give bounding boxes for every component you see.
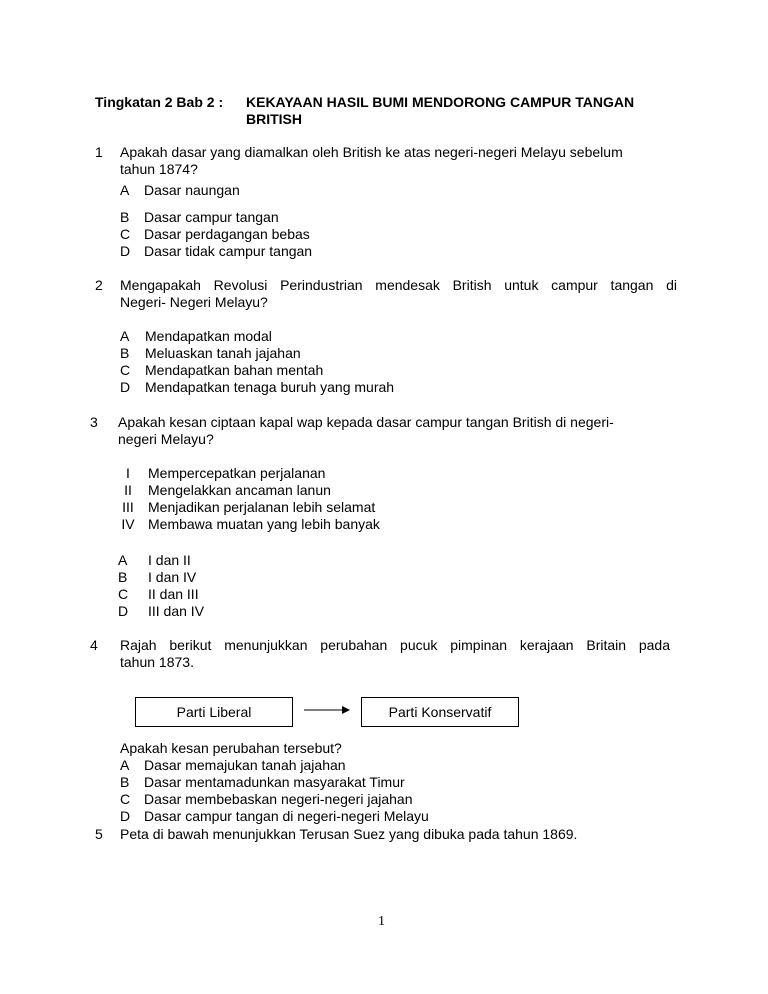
q4-option-d-letter: D xyxy=(120,808,131,824)
q3-option-b-text: I dan IV xyxy=(148,569,197,585)
chapter-label: Tingkatan 2 Bab 2 : xyxy=(95,94,224,110)
q5-stem-line-1: Peta di bawah menunjukkan Terusan Suez yang dibuka pada tahun 1869. xyxy=(120,826,578,842)
q4-option-a-letter: A xyxy=(120,757,130,773)
q2-stem-line-1: Mengapakah Revolusi Perindustrian mendesak British untuk campur tangan di xyxy=(120,277,677,293)
q1-option-a-text: Dasar naungan xyxy=(144,182,240,198)
q3-statement-4-roman: IV xyxy=(121,516,135,532)
q1-option-d-text: Dasar tidak campur tangan xyxy=(144,243,313,259)
q1-option-c-text: Dasar perdagangan bebas xyxy=(144,226,310,242)
q1-option-d-letter: D xyxy=(120,243,131,259)
diagram-arrow xyxy=(304,704,350,716)
q3-statement-3-text: Menjadikan perjalanan lebih selamat xyxy=(148,499,376,515)
diagram-from-label: Parti Liberal xyxy=(176,703,252,720)
q3-option-d-text: III dan IV xyxy=(148,603,205,619)
q3-statement-1-text: Mempercepatkan perjalanan xyxy=(148,465,326,481)
q4-option-b-text: Dasar mentamadunkan masyarakat Timur xyxy=(144,774,405,790)
q3-stem-line-1: Apakah kesan ciptaan kapal wap kepada dasar campur tangan British di negeri- xyxy=(118,414,614,430)
q3-statement-4-text: Membawa muatan yang lebih banyak xyxy=(148,516,380,532)
q3-option-c-letter: C xyxy=(118,586,129,602)
page-number: 1 xyxy=(378,914,385,929)
q2-stem-line-2: Negeri- Negeri Melayu? xyxy=(120,294,268,310)
q3-statement-3-roman: III xyxy=(122,499,134,515)
q3-option-a-letter: A xyxy=(118,552,128,568)
q3-option-b-letter: B xyxy=(118,569,128,585)
q2-option-d-letter: D xyxy=(120,379,131,395)
q4-option-d-text: Dasar campur tangan di negeri-negeri Melayu xyxy=(144,808,429,824)
q1-option-a-letter: A xyxy=(120,182,130,198)
q2-option-a-text: Mendapatkan modal xyxy=(145,328,272,344)
q4-option-a-text: Dasar memajukan tanah jajahan xyxy=(144,757,346,773)
q3-option-a-text: I dan II xyxy=(148,552,191,568)
q4-option-b-letter: B xyxy=(120,774,130,790)
q2-number: 2 xyxy=(95,277,103,293)
q2-option-a-letter: A xyxy=(120,328,130,344)
q1-option-b-text: Dasar campur tangan xyxy=(144,209,279,225)
q5-number: 5 xyxy=(95,826,103,842)
diagram-to-label: Parti Konservatif xyxy=(388,703,492,720)
q2-option-d-text: Mendapatkan tenaga buruh yang murah xyxy=(145,379,395,395)
q3-option-d-letter: D xyxy=(118,603,129,619)
q4-option-c-letter: C xyxy=(120,791,131,807)
q2-option-c-letter: C xyxy=(120,362,131,378)
q3-option-c-text: II dan III xyxy=(148,586,199,602)
q3-statement-1-roman: I xyxy=(126,465,130,481)
q1-option-b-letter: B xyxy=(120,209,130,225)
chapter-title-line-2: BRITISH xyxy=(246,111,302,127)
q4-number: 4 xyxy=(90,637,98,653)
q2-option-b-letter: B xyxy=(120,345,130,361)
q1-number: 1 xyxy=(95,144,103,160)
q4-stem-line-1: Rajah berikut menunjukkan perubahan pucuk pimpinan kerajaan Britain pada xyxy=(120,637,670,653)
q1-option-c-letter: C xyxy=(120,226,131,242)
q4-question: Apakah kesan perubahan tersebut? xyxy=(120,740,342,756)
q4-stem-line-2: tahun 1873. xyxy=(120,654,194,670)
q3-number: 3 xyxy=(90,414,98,430)
q3-stem-line-2: negeri Melayu? xyxy=(118,431,214,447)
q4-option-c-text: Dasar membebaskan negeri-negeri jajahan xyxy=(144,791,413,807)
q3-statement-2-text: Mengelakkan ancaman lanun xyxy=(148,482,331,498)
diagram-box-to xyxy=(361,697,519,727)
q1-stem-line-1: Apakah dasar yang diamalkan oleh British ke atas negeri-negeri Melayu sebelum xyxy=(120,144,623,160)
diagram-box-from xyxy=(135,697,293,727)
q2-option-b-text: Meluaskan tanah jajahan xyxy=(145,345,301,361)
q2-option-c-text: Mendapatkan bahan mentah xyxy=(145,362,324,378)
chapter-title-line-1: KEKAYAAN HASIL BUMI MENDORONG CAMPUR TANGAN xyxy=(246,94,635,110)
q3-statement-2-roman: II xyxy=(124,482,132,498)
q1-stem-line-2: tahun 1874? xyxy=(120,161,198,177)
